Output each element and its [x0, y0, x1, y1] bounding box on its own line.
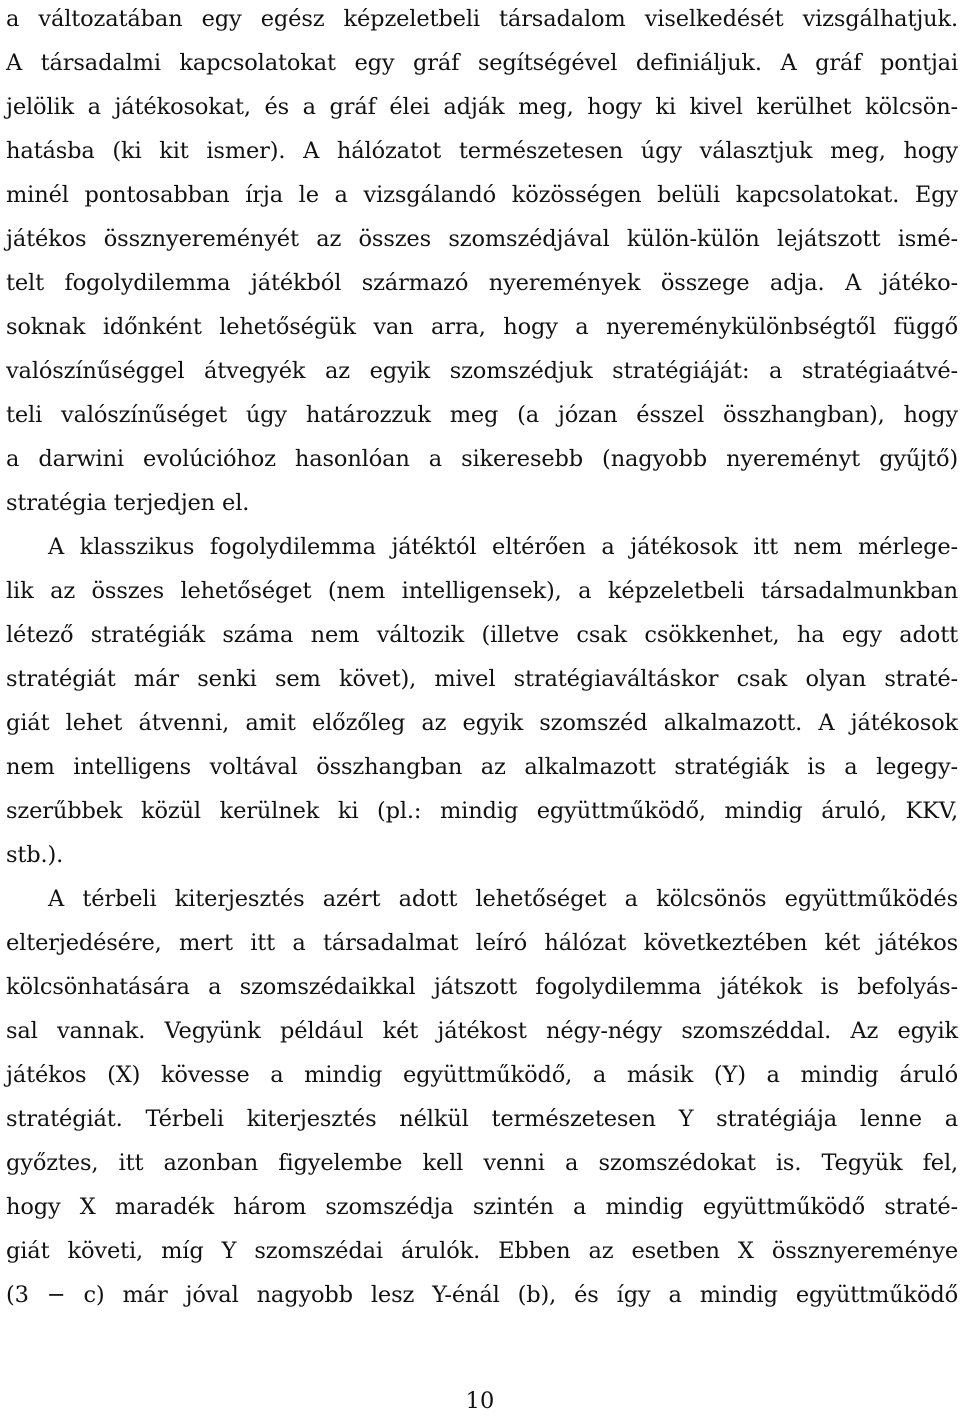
text-line: stratégia terjedjen el.: [6, 490, 250, 516]
text-line: hogy X maradék három szomszédja szintén a mindig együttműködő straté-: [6, 1194, 958, 1220]
page-number: 10: [465, 1388, 495, 1414]
text-line: elterjedésére, mert itt a társadalmat leíró hálózat következtében két játékos: [6, 930, 958, 956]
text-line: A térbeli kiterjesztés azért adott lehetőséget a kölcsönös együttműködés: [48, 886, 958, 912]
text-line: minél pontosabban írja le a vizsgálandó közösségen belüli kapcsolatokat. Egy: [6, 182, 958, 208]
text-line: hatásba (ki kit ismer). A hálózatot természetesen úgy választjuk meg, hogy: [6, 138, 958, 164]
text-line: telt fogolydilemma játékból származó nyeremények összege adja. A játéko-: [6, 270, 958, 296]
text-line: a darwini evolúcióhoz hasonlóan a sikeresebb (nagyobb nyereményt gyűjtő): [6, 446, 958, 472]
text-line: giát követi, míg Y szomszédai árulók. Ebben az esetben X össznyereménye: [6, 1238, 958, 1264]
text-line: teli valószínűséget úgy határozzuk meg (a józan ésszel összhangban), hogy: [6, 402, 958, 428]
text-line: A társadalmi kapcsolatokat egy gráf segítségével definiáljuk. A gráf pontjai: [6, 50, 958, 76]
text-line: jelölik a játékosokat, és a gráf élei adják meg, hogy ki kivel kerülhet kölcsön-: [6, 94, 958, 120]
text-line: játékos (X) kövesse a mindig együttműködő, a másik (Y) a mindig áruló: [6, 1062, 958, 1088]
text-line: lik az összes lehetőséget (nem intelligensek), a képzeletbeli társadalmunkban: [6, 578, 958, 604]
text-line: létező stratégiák száma nem változik (illetve csak csökkenhet, ha egy adott: [6, 622, 958, 648]
text-line: giát lehet átvenni, amit előzőleg az egyik szomszéd alkalmazott. A játékosok: [6, 710, 958, 736]
text-line: A klasszikus fogolydilemma játéktól eltérően a játékosok itt nem mérlege-: [48, 534, 958, 560]
text-line: nem intelligens voltával összhangban az alkalmazott stratégiák is a legegy-: [6, 754, 958, 780]
text-line: stratégiát. Térbeli kiterjesztés nélkül természetesen Y stratégiája lenne a: [6, 1106, 958, 1132]
text-line: kölcsönhatására a szomszédaikkal játszott fogolydilemma játékok is befolyás-: [6, 974, 958, 1000]
text-line: stb.).: [6, 842, 64, 868]
text-line: stratégiát már senki sem követ), mivel stratégiaváltáskor csak olyan straté-: [6, 666, 958, 692]
text-line: (3 − c) már jóval nagyobb lesz Y-énál (b), és így a mindig együttműködő: [6, 1282, 958, 1308]
text-line: sal vannak. Vegyünk például két játékost négy-négy szomszéddal. Az egyik: [6, 1018, 958, 1044]
text-line: győztes, itt azonban figyelembe kell venni a szomszédokat is. Tegyük fel,: [6, 1150, 958, 1176]
text-line: szerűbbek közül kerülnek ki (pl.: mindig együttműködő, mindig áruló, KKV,: [6, 798, 958, 824]
text-line: valószínűséggel átvegyék az egyik szomszédjuk stratégiáját: a stratégiaátvé-: [6, 358, 958, 384]
text-line: játékos össznyereményét az összes szomszédjával külön-külön lejátszott ismé-: [6, 226, 958, 252]
text-line: soknak időnként lehetőségük van arra, hogy a nyereménykülönbségtől függő: [6, 314, 958, 340]
text-line: a változatában egy egész képzeletbeli társadalom viselkedését vizsgálhatjuk.: [6, 6, 958, 32]
